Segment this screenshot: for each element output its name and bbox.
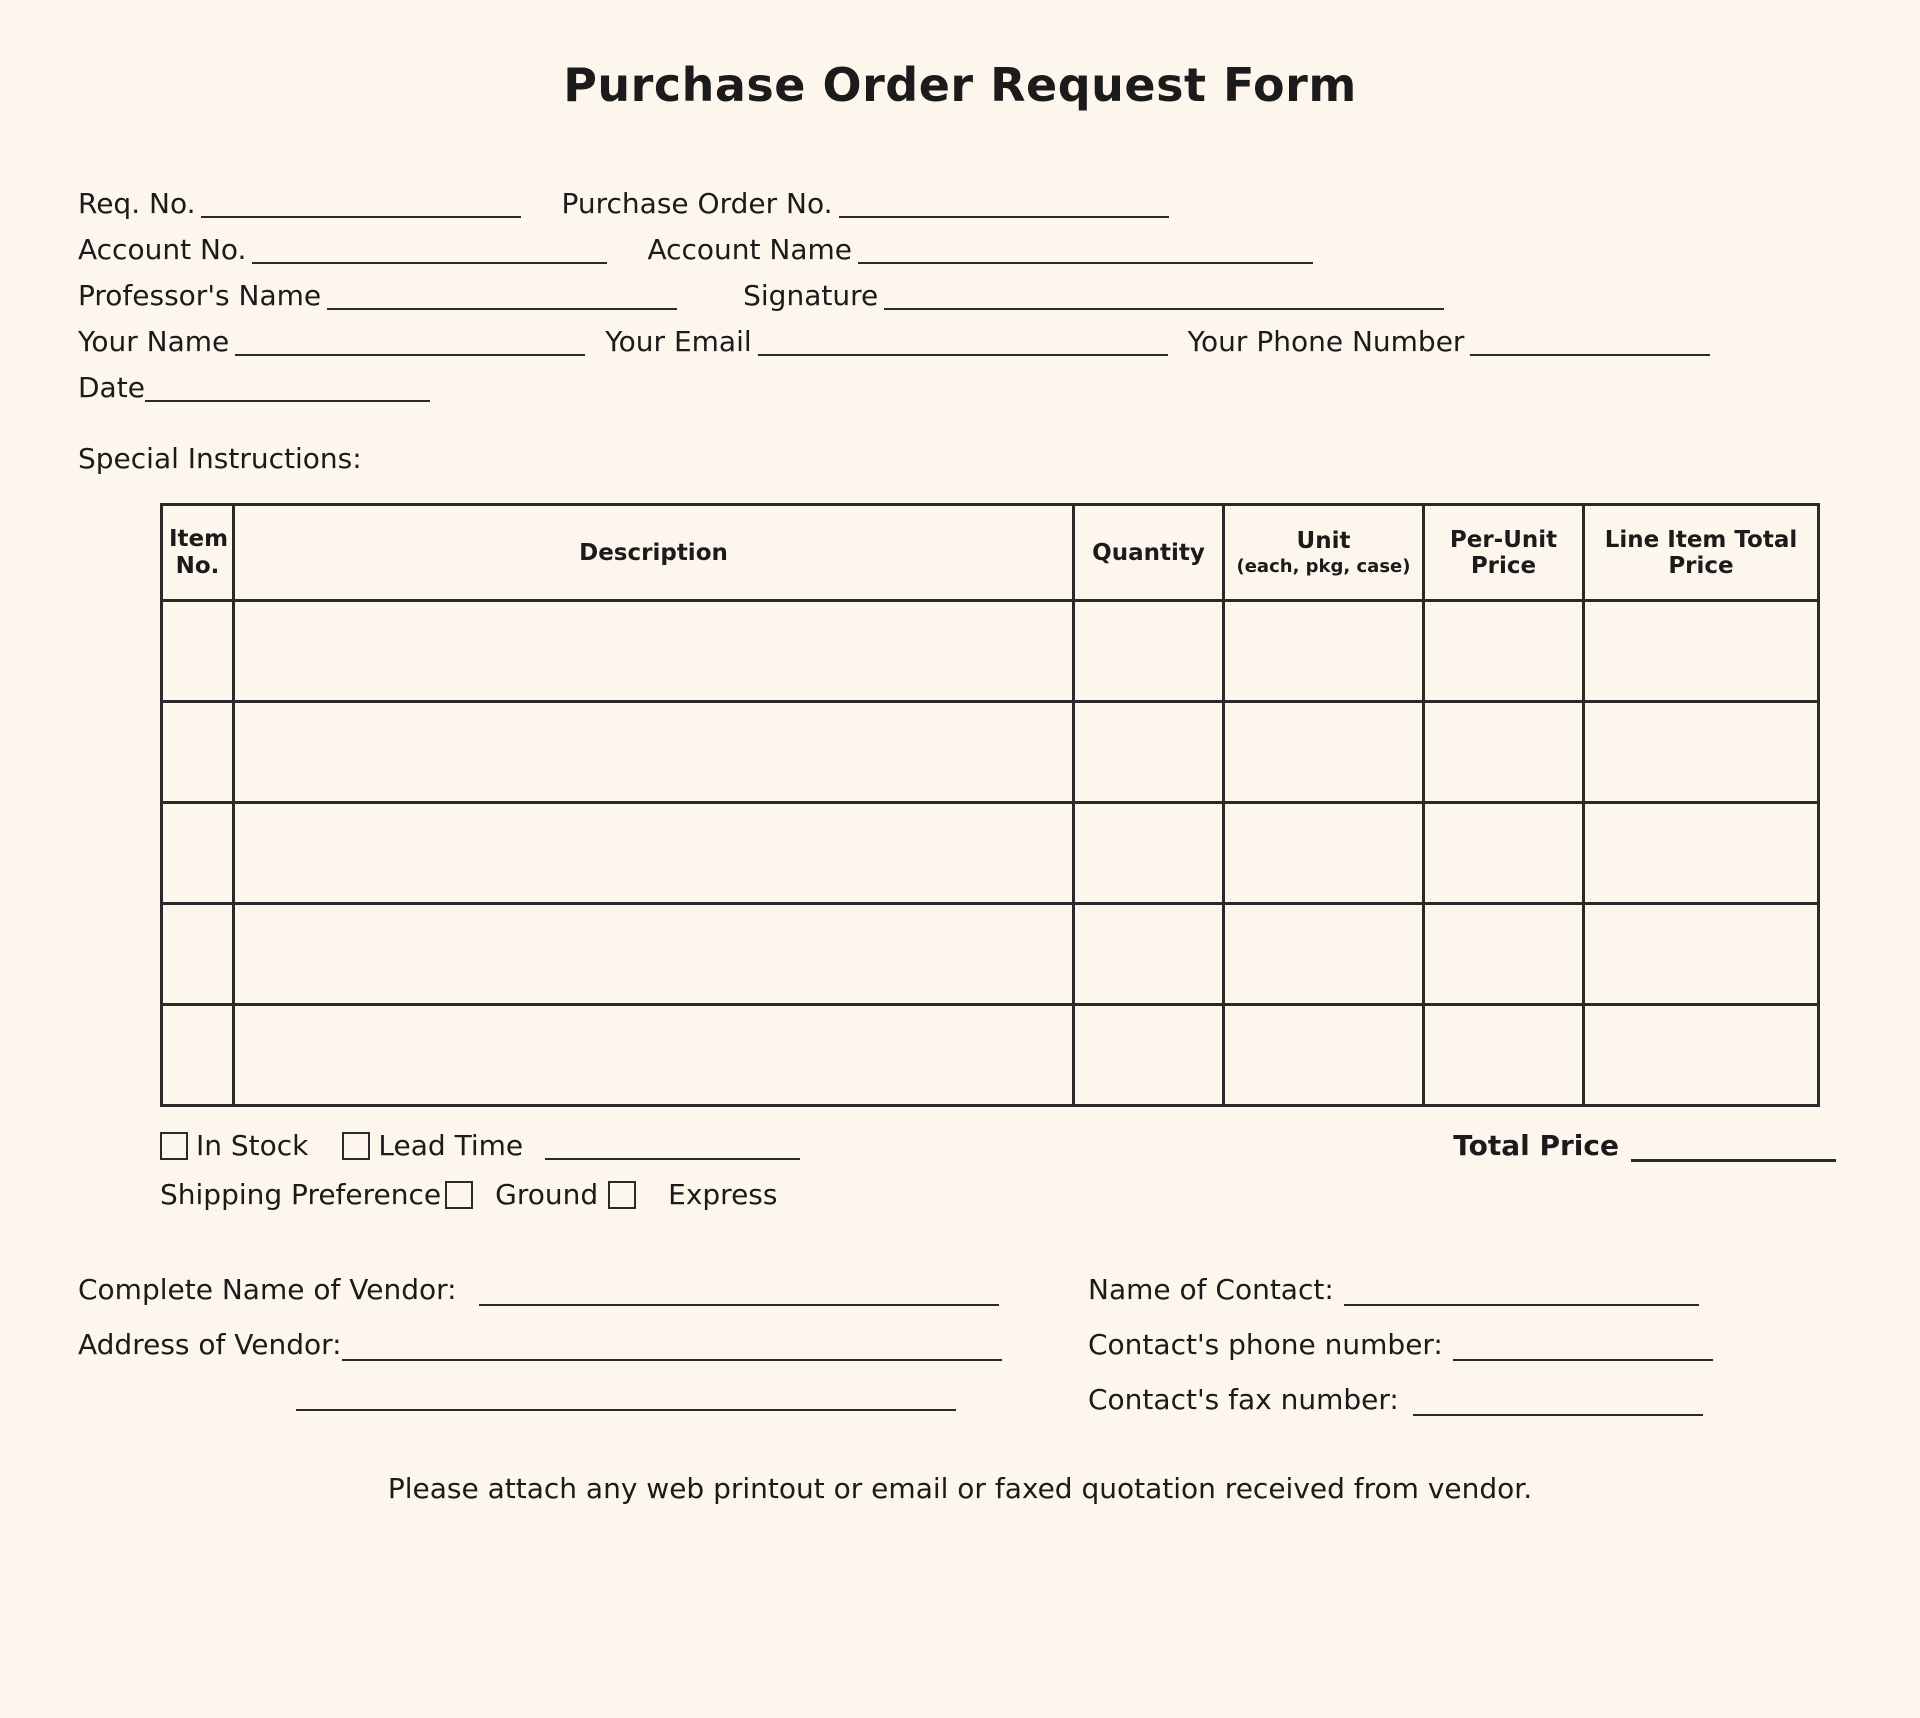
cell-line-item-total[interactable]: [1584, 702, 1819, 803]
header-line-total-line2: Price: [1668, 552, 1734, 579]
cell-per-unit-price[interactable]: [1424, 904, 1584, 1005]
professors-name-input[interactable]: [327, 282, 677, 310]
header-item-no-line2: No.: [175, 552, 220, 579]
page-title: Purchase Order Request Form: [563, 58, 1357, 112]
header-per-unit-line2: Price: [1470, 552, 1537, 579]
your-phone-input[interactable]: [1470, 328, 1710, 356]
signature-label: Signature: [743, 279, 879, 312]
field-row-professor: [78, 279, 1842, 312]
cell-unit[interactable]: [1224, 1005, 1424, 1106]
cell-unit[interactable]: [1224, 601, 1424, 702]
vendor-address-row: [78, 1328, 1088, 1361]
account-no-label: Account No.: [78, 233, 247, 266]
cell-unit[interactable]: [1224, 904, 1424, 1005]
contact-name-row: [1088, 1273, 1842, 1306]
total-price-group: [1453, 1129, 1842, 1162]
account-name-input[interactable]: [858, 236, 1313, 264]
line-items-table: [160, 503, 1820, 1107]
header-unit: [1224, 505, 1424, 601]
lead-time-input[interactable]: [545, 1132, 800, 1160]
cell-description[interactable]: [234, 1005, 1074, 1106]
your-name-label: Your Name: [78, 325, 230, 358]
cell-per-unit-price[interactable]: [1424, 702, 1584, 803]
contact-phone-label: Contact's phone number:: [1088, 1328, 1443, 1361]
table-row: [162, 1005, 1819, 1106]
cell-quantity[interactable]: [1074, 803, 1224, 904]
express-checkbox[interactable]: [608, 1181, 636, 1209]
field-row-req-no: [78, 187, 1842, 220]
professors-name-label: Professor's Name: [78, 279, 322, 312]
date-label: Date: [78, 371, 145, 404]
your-email-input[interactable]: [758, 328, 1168, 356]
req-no-input[interactable]: [201, 190, 521, 218]
vendor-address-label: Address of Vendor:: [78, 1328, 342, 1361]
vendor-address-input-line1[interactable]: [342, 1333, 1002, 1361]
contact-name-label: Name of Contact:: [1088, 1273, 1334, 1306]
your-email-label: Your Email: [605, 325, 752, 358]
cell-quantity[interactable]: [1074, 1005, 1224, 1106]
table-row: [162, 702, 1819, 803]
contact-name-input[interactable]: [1344, 1278, 1699, 1306]
vendor-left-column: [78, 1273, 1088, 1438]
header-line-item-total: [1584, 505, 1819, 601]
header-unit-main: Unit: [1296, 528, 1351, 554]
cell-quantity[interactable]: [1074, 601, 1224, 702]
ground-checkbox[interactable]: [445, 1181, 473, 1209]
total-price-label: Total Price: [1453, 1129, 1619, 1162]
date-input[interactable]: [145, 374, 430, 402]
vendor-name-row: [78, 1273, 1088, 1306]
account-no-input[interactable]: [252, 236, 607, 264]
account-name-label: Account Name: [647, 233, 852, 266]
ground-label: Ground: [495, 1178, 599, 1211]
field-row-date: [78, 371, 1842, 404]
cell-item-no[interactable]: [162, 702, 234, 803]
vendor-name-label: Complete Name of Vendor:: [78, 1273, 457, 1306]
header-item-no-line1: Item: [169, 526, 229, 553]
vendor-name-input[interactable]: [479, 1278, 999, 1306]
cell-description[interactable]: [234, 803, 1074, 904]
table-row: [162, 803, 1819, 904]
cell-unit[interactable]: [1224, 803, 1424, 904]
contact-fax-row: [1088, 1383, 1842, 1416]
footer-note: Please attach any web printout or email or faxed quotation received from vendor.: [387, 1472, 1533, 1505]
cell-description[interactable]: [234, 702, 1074, 803]
your-phone-label: Your Phone Number: [1187, 325, 1465, 358]
express-label: Express: [668, 1178, 778, 1211]
contact-fax-input[interactable]: [1413, 1388, 1703, 1416]
cell-per-unit-price[interactable]: [1424, 601, 1584, 702]
cell-item-no[interactable]: [162, 1005, 234, 1106]
cell-quantity[interactable]: [1074, 904, 1224, 1005]
req-no-label: Req. No.: [78, 187, 196, 220]
contact-phone-row: [1088, 1328, 1842, 1361]
in-stock-label: In Stock: [196, 1129, 309, 1162]
cell-description[interactable]: [234, 601, 1074, 702]
header-per-unit-price: [1424, 505, 1584, 601]
header-per-unit-line1: Per-Unit: [1449, 526, 1558, 553]
field-row-account: [78, 233, 1842, 266]
purchase-order-no-input[interactable]: [839, 190, 1169, 218]
cell-unit[interactable]: [1224, 702, 1424, 803]
cell-line-item-total[interactable]: [1584, 601, 1819, 702]
cell-item-no[interactable]: [162, 601, 234, 702]
header-line-total-line1: Line Item Total: [1604, 526, 1798, 553]
vendor-address-row-2: [78, 1383, 1088, 1411]
header-unit-sub: (each, pkg, case): [1236, 556, 1411, 577]
in-stock-checkbox[interactable]: [160, 1132, 188, 1160]
lead-time-checkbox[interactable]: [342, 1132, 370, 1160]
special-instructions-label: Special Instructions:: [78, 442, 362, 475]
header-fields: [78, 187, 1842, 404]
cell-line-item-total[interactable]: [1584, 1005, 1819, 1106]
total-price-input[interactable]: [1631, 1133, 1836, 1162]
vendor-right-column: [1088, 1273, 1842, 1438]
field-row-contact: [78, 325, 1842, 358]
header-item-no: [162, 505, 234, 601]
header-description: Description: [234, 505, 1074, 601]
cell-quantity[interactable]: [1074, 702, 1224, 803]
table-row: [162, 904, 1819, 1005]
vendor-section: [78, 1273, 1842, 1438]
table-row: [162, 601, 1819, 702]
cell-item-no[interactable]: [162, 904, 234, 1005]
lead-time-label: Lead Time: [378, 1129, 524, 1162]
cell-line-item-total[interactable]: [1584, 904, 1819, 1005]
shipping-preference-label: Shipping Preference: [160, 1178, 442, 1211]
shipping-preference-row: [160, 1178, 1842, 1211]
cell-per-unit-price[interactable]: [1424, 803, 1584, 904]
contact-phone-input[interactable]: [1453, 1333, 1713, 1361]
cell-item-no[interactable]: [162, 803, 234, 904]
cell-line-item-total[interactable]: [1584, 803, 1819, 904]
header-quantity: Quantity: [1074, 505, 1224, 601]
your-name-input[interactable]: [235, 328, 585, 356]
purchase-order-no-label: Purchase Order No.: [561, 187, 833, 220]
cell-per-unit-price[interactable]: [1424, 1005, 1584, 1106]
cell-description[interactable]: [234, 904, 1074, 1005]
options-section: [160, 1129, 1842, 1211]
vendor-address-input-line2[interactable]: [296, 1383, 956, 1411]
signature-input[interactable]: [884, 282, 1444, 310]
contact-fax-label: Contact's fax number:: [1088, 1383, 1399, 1416]
table-header-row: [162, 505, 1819, 601]
